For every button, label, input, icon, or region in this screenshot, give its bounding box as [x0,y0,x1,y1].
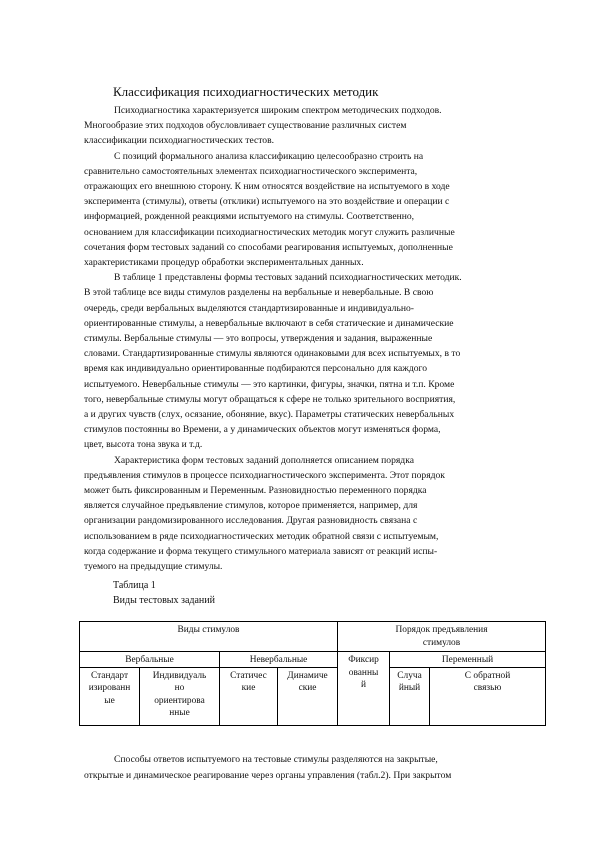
header-presentation-order: Порядок предъявления стимулов [338,622,546,652]
paragraph-2: С позиций формального анализа классификацию целесообразно строить на сравнительно самостоятельных элементах психодиагностического эксперимента, отражающих его внешнюю сторону. К ним относятся воздействие на испытуемого в ходе эксперимента (стимулы), ответы (отклики) испытуемого на это воздействие и операции с информацией, рожденной реакциями испытуемого на стимулы. Соответственно, основанием для классификации психодиагностических методик могут служить различные сочетания форм тестовых заданий со способами реагирования испытуемых, дополненные характеристиками процедур обработки экспериментальных данных. [84,150,455,269]
cell-static: Статичес кие [220,667,278,725]
cell-feedback: С обратной связью [430,667,546,725]
header-variable: Переменный [390,652,546,668]
paragraph-3: В таблице 1 представлены формы тестовых заданий психодиагностических методик. В этой таблице все виды стимулов разделены на вербальные и невербальные. В свою очередь, среди вербальных выделяются стандартизированные и индивидуально- ориентированные стимулы, а невербальные включают в себя статические и динамические стимулы. Вербальные стимулы — это вопросы, утверждения и задания, выраженные словами. Стандартизированные стимулы являются одинаковыми для всех испытуемых, в то время как индивидуально ориентированные подбираются персонально для каждого испытуемого. Невербальные стимулы — это картинки, фигуры, значки, пятна и т.п. Кроме того, невербальные стимулы могут обращаться к сфере не только зрительного восприятия, а и других чувств (слух, осязание, обоняние, вкус). Параметры статических невербальных стимулов постоянны во Времени, а у динамических объектов могут изменяться форма, цвет, высота тона звука и т.д. [84,272,462,451]
paragraph-5: Способы ответов испытуемого на тестовые стимулы разделяются на закрытые, открытые и динамическое реагирование через органы управления (табл.2). При закрытом [84,754,452,781]
cell-individual: Индивидуаль но ориентирова нные [140,667,220,725]
header-nonverbal: Невербальные [220,652,338,668]
header-stimuli-types: Виды стимулов [80,622,338,652]
header-fixed: Фиксир ованны й [338,652,390,726]
cell-random: Случа йный [390,667,430,725]
document-title: Классификация психодиагностических методик [113,84,379,99]
bottom-text [84,752,544,783]
header-verbal: Вербальные [80,652,220,668]
paragraph-4: Характеристика форм тестовых заданий дополняется описанием порядка предъявления стимулов в процессе психодиагностического эксперимента. Этот порядок может быть фиксированным и Переменным. Разновидностью переменного порядка является случайное предъявление стимулов, которое применяется, например, для организации рандомизированного исследования. Другая разновидность связана с использованием в ряде психодиагностических методик обратной связи с испытуемым, когда содержание и форма текущего стимульного материала зависят от реакций испы- туемого на предыдущие стимулы. [84,454,445,573]
table-caption-number: Таблица 1 [113,580,156,591]
body-text [84,103,544,574]
paragraph-1: Психодиагностика характеризуется широким спектром методических подходов. Многообразие этих подходов обусловливает существование различных систем классификации психодиагностических тестов. [84,105,442,147]
cell-standardized: Стандарт изированн ые [80,667,140,725]
table-caption-title: Виды тестовых заданий [113,595,215,606]
test-task-types-table [79,621,546,726]
cell-dynamic: Динамиче ские [278,667,338,725]
